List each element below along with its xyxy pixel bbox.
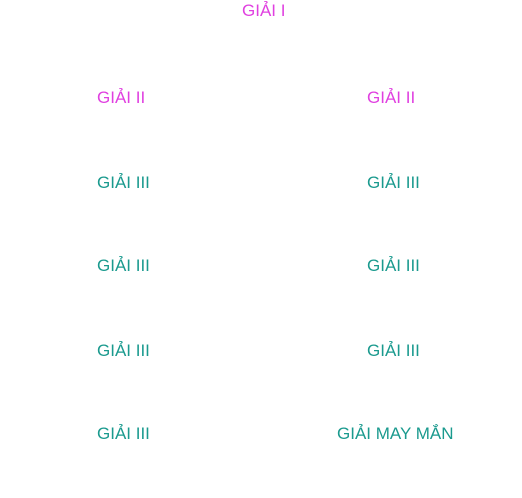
prize-third-label: GIẢI III <box>367 256 420 275</box>
prize-second-label: GIẢI II <box>97 88 146 107</box>
prize-third-label: GIẢI III <box>97 256 150 275</box>
prize-third-label: GIẢI III <box>97 424 150 443</box>
prize-first-label: GIẢI I <box>242 1 286 20</box>
prize-third-label: GIẢI III <box>97 341 150 360</box>
prize-second-label: GIẢI II <box>367 88 416 107</box>
prize-lucky-label: GIẢI MAY MẮN <box>337 424 454 443</box>
prize-third-label: GIẢI III <box>367 341 420 360</box>
prize-third-label: GIẢI III <box>97 173 150 192</box>
prize-third-label: GIẢI III <box>367 173 420 192</box>
